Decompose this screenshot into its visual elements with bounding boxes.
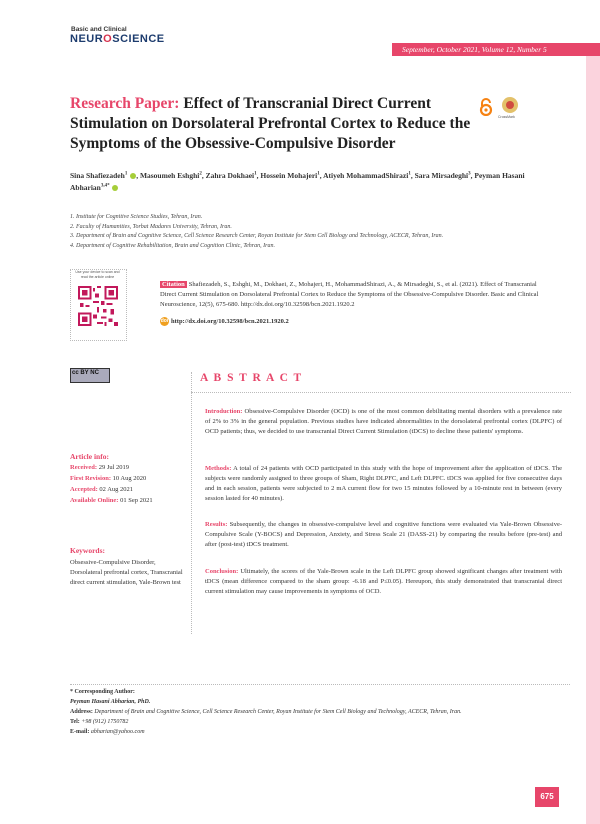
cc-license-text: cc BY NC	[72, 370, 99, 376]
footnote-divider	[70, 684, 570, 685]
abstract-methods: Methods: A total of 24 patients with OCD participated in this study with the hope of improvement after the application of tDCS. The subjects were randomly assigned to three groups of Sham, Right DLPFC, and Left DLPFC. tDCS was applied for five consecutive days and in each session, patients were subjected to 2 mA current flow for two 15 minutes followed by a 10-minute rest in between (every session lasted for 40 minutes).	[205, 465, 562, 503]
affiliation: 4. Department of Cognitive Rehabilitation, Brain and Cognition Clinic, Tehran, Iran.	[70, 242, 275, 249]
abstract-divider	[191, 392, 571, 393]
citation: Citation Shafiezadeh, S., Eshghi, M., Dokhaei, Z., Mohajeri, H., MohammadShirazi, A., & Mirsadeghi, S., et al. (2021). Effect of Transcranial Direct Current Stimulation on Dorsolateral Prefrontal Cortex to Reduce the Symptoms of the Obsessive-Compulsive Disorder. Basic and Clinical Neuroscience, 12(5), 675-680. http://dx.doi.org/10.32598/bcn.2021.1920.2	[160, 281, 539, 309]
author[interactable]: Atiyeh MohammadShirazi$^1$	[323, 171, 411, 180]
author[interactable]: Peyman Hasani Abharian$^{3,4*}$	[70, 171, 525, 192]
authors: Sina Shafiezadeh$^1$ , Masoumeh Eshghi$^2$, Zahra Dokhaei$^1$, Hossein Mohajeri$^1$, Atiyeh MohammadShirazi$^1$, Sara Mirsadeghi$^3$, Peyman Hasani Abharian$^{3,4*}$	[70, 171, 525, 192]
affiliations	[70, 213, 570, 251]
accepted-date: Accepted: 02 Aug 2021	[70, 486, 134, 493]
affiliation: 3. Department of Brain and Cognitive Science, Cell Science Research Center, Royan Institute for Stem Cell Biology and Technology, ACECR, Tehran, Iran.	[70, 233, 444, 240]
qr-caption: Use your device to scan and read the article online	[75, 270, 120, 279]
keywords-title: Keywords:	[70, 546, 105, 555]
author[interactable]: Sara Mirsadeghi$^3$	[414, 171, 471, 180]
orcid-icon	[112, 185, 118, 191]
affiliation: 2. Faculty of Humanities, Torbat Madares University, Tehran, Iran.	[70, 223, 232, 230]
available-online-date: Available Online: 01 Sep 2021	[70, 497, 153, 504]
email-link[interactable]: abharian@yahoo.com	[90, 728, 145, 735]
doi-line	[160, 317, 289, 326]
column-divider	[191, 372, 192, 634]
affiliation: 1. Institute for Cognitive Science Studies, Tehran, Iran.	[70, 214, 203, 220]
qr-code-icon[interactable]	[78, 286, 118, 326]
page-number: 675	[540, 792, 554, 801]
author[interactable]: Hossein Mohajeri$^1$	[260, 171, 320, 180]
abstract-results: Results: Subsequently, the changes in obsessive-compulsive level and cognitive functions were evaluated via Yale-Brown Obsessive-Compulsive Scale (Y-BOCS) and Depression, Anxiety, and Stress Scale 21 (DASS-21) by comparing the results before (pre-test) and after (post-test) tDCS treatment.	[205, 521, 563, 549]
paper-type: Research Paper:	[70, 95, 180, 112]
keywords: Obsessive-Compulsive Disorder, Dorsolateral prefrontal cortex, Transcranial direct current stimulation, Yale-Brown test	[70, 559, 183, 587]
crossmark-inner	[506, 101, 514, 109]
corresponding-author: * Corresponding Author: Peyman Hasani Abharian, PhD. Address: Department of Brain and Cognitive Science, Cell Science Research Center, Royan Institute for Stem Cell Biology and Technology, ACECR, Tehran, Iran. Tel: +98 (912) 1750782 E-mail: abharian@yahoo.com	[70, 689, 462, 735]
abstract-conclusion: Conclusion: Ultimately, the scores of the Yale-Brown scale in the Left DLPFC group showed significant changes after treatment with tDCS (mean difference compared to the sham group: -6.18 and P≤0.05). Hereupon, this study demonstrated that transcranial direct current stimulation may cause improvements in symptoms of OCD.	[205, 568, 562, 596]
open-access-icon	[478, 98, 494, 116]
journal-logo-subtitle: Basic and Clinical	[71, 26, 127, 33]
author[interactable]: Masoumeh Eshghi$^2$	[139, 171, 202, 180]
abstract-introduction: Introduction: Obsessive-Compulsive Disorder (OCD) is one of the most common debilitating mental disorders with a prevalence rate of 2% to 3% in the general population. Previous studies have indicated abnormalities in the dorsolateral prefrontal cortex (DLPFC) of OCD patients; thus, we decided to use transcranial Direct Current Stimulation (tDCS) to decline these patients' symptoms.	[205, 408, 563, 436]
author[interactable]: Zahra Dokhaei$^1$	[205, 171, 257, 180]
citation-label: Citation	[162, 281, 185, 288]
first-revision-date: First Revision: 10 Aug 2020	[70, 475, 147, 482]
article-info-title: Article info:	[70, 452, 109, 461]
orcid-icon	[130, 173, 136, 179]
right-margin-strip	[586, 56, 600, 824]
author[interactable]: Sina Shafiezadeh$^1$	[70, 171, 136, 180]
paper-title: Research Paper: Effect of Transcranial Direct Current Stimulation on Dorsolateral Prefrontal Cortex to Reduce the Symptoms of the Obsessive-Compulsive Disorder	[70, 95, 471, 153]
doi-link[interactable]: http://dx.doi.org/10.32598/bcn.2021.1920.2	[171, 317, 289, 325]
received-date: Received: 29 Jul 2019	[70, 464, 130, 471]
crossmark-label: CrossMark	[498, 115, 515, 119]
journal-logo: NEUROSCIENCE	[70, 33, 165, 45]
abstract-title: A B S T R A C T	[200, 372, 303, 384]
issue-info: September, October 2021, Volume 12, Number 5	[402, 45, 547, 54]
doi-icon: doi	[160, 318, 169, 324]
